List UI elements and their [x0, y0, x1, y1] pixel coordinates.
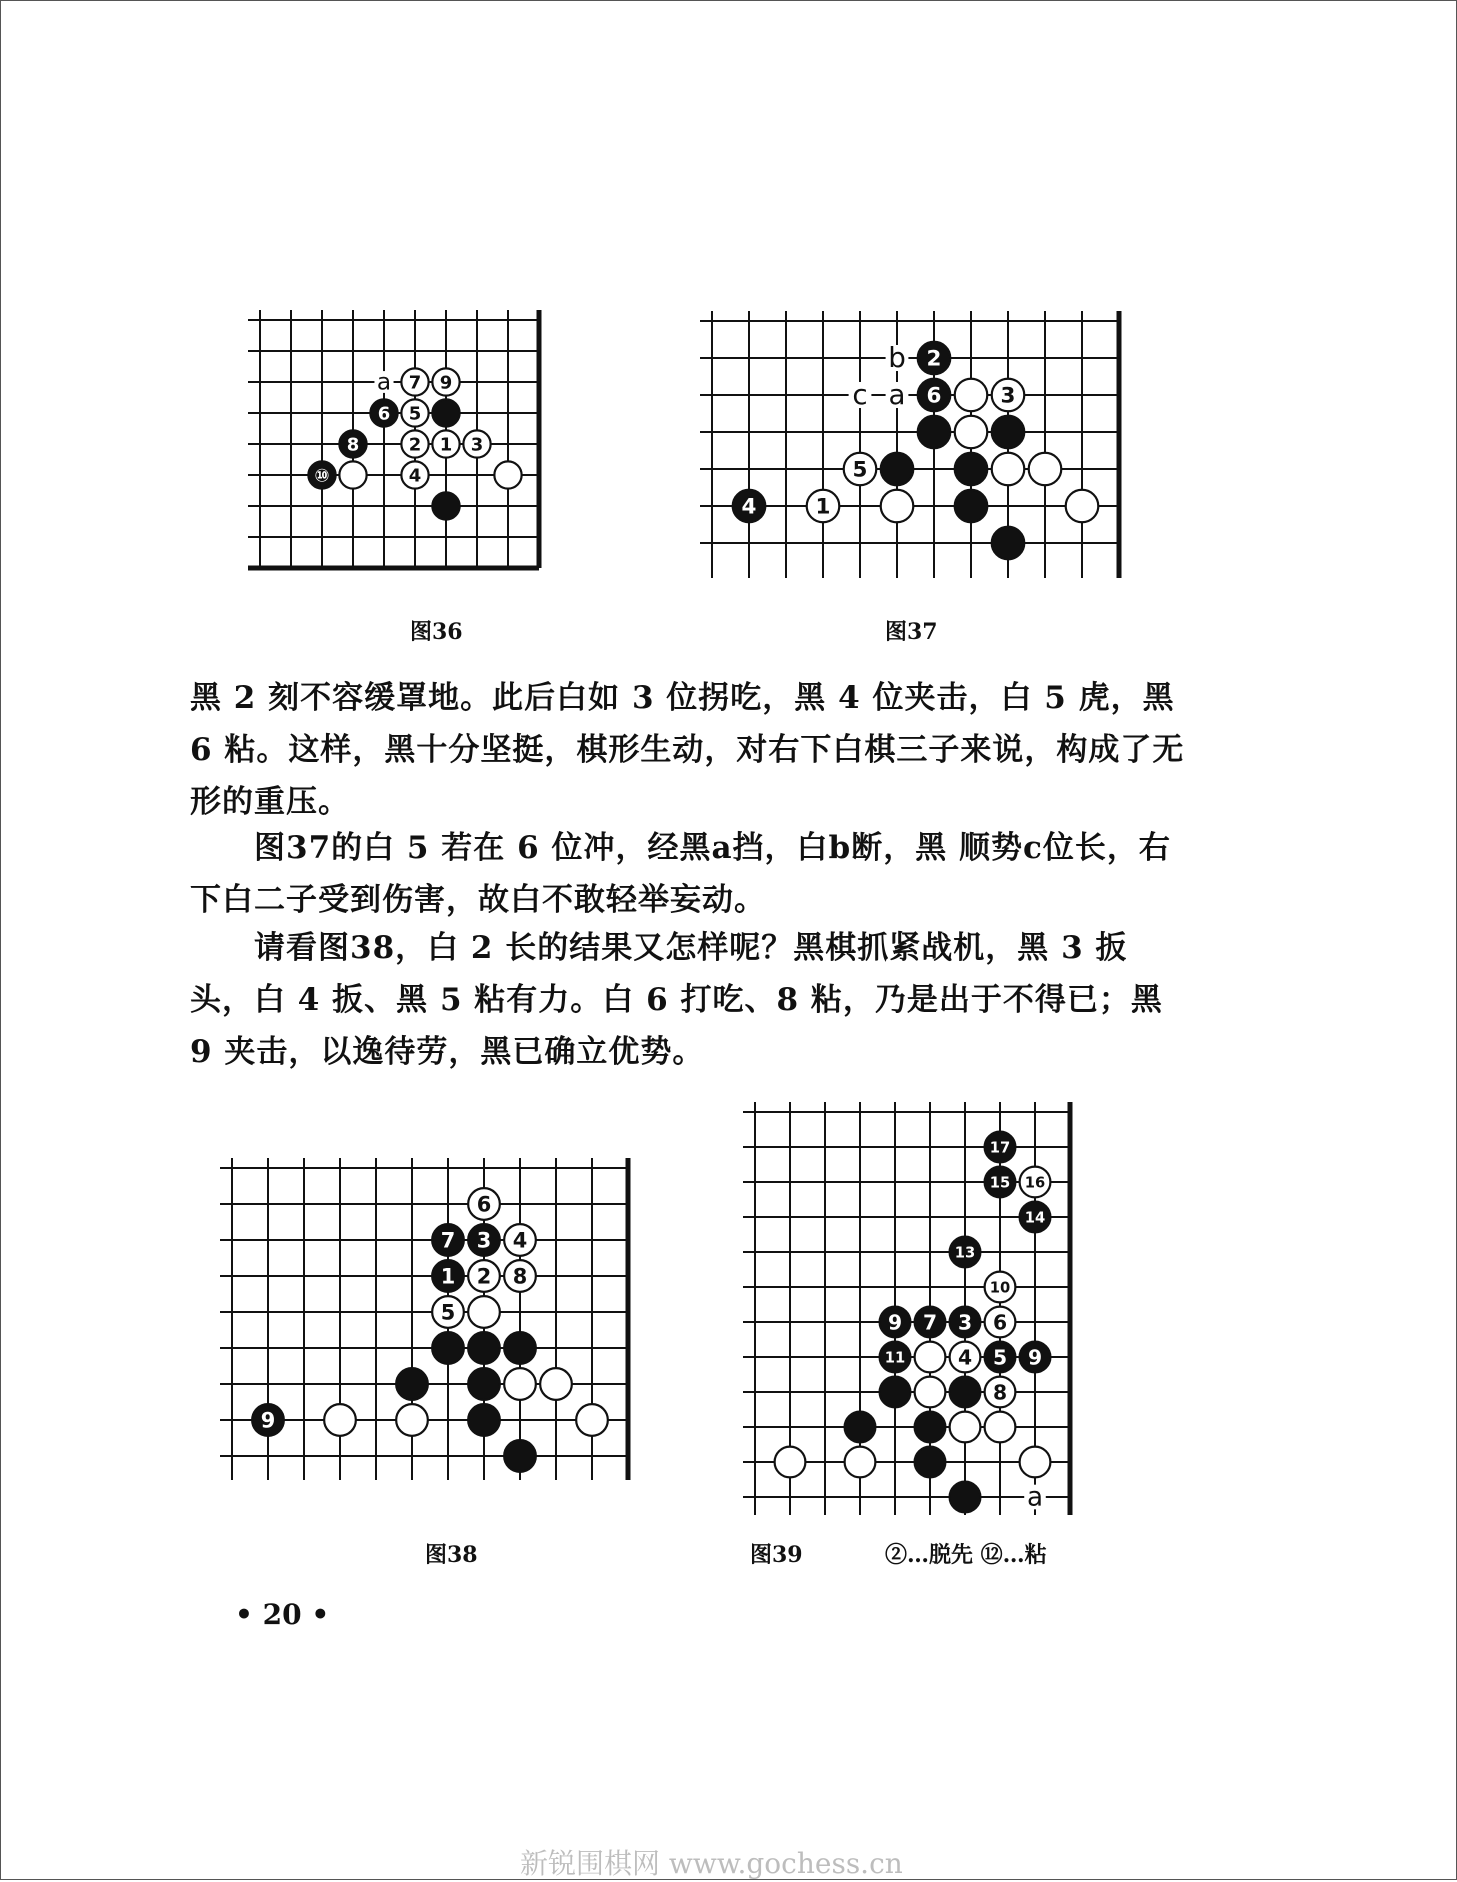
black-stone — [992, 416, 1025, 449]
stone-move-number: 4 — [957, 1345, 973, 1370]
stone-move-number: 6 — [377, 403, 391, 425]
white-stone — [1020, 1447, 1051, 1478]
stone-move-number: 15 — [989, 1174, 1011, 1192]
stone-move-number: 17 — [989, 1139, 1011, 1157]
stone-move-number: 5 — [992, 1345, 1008, 1370]
fig36-caption: 图36 — [410, 619, 463, 645]
stone-move-number: 4 — [408, 465, 422, 487]
black-stone — [992, 527, 1025, 560]
black-stone — [880, 1377, 911, 1408]
stone-move-number: 9 — [887, 1310, 903, 1335]
stone-move-number: 8 — [512, 1264, 528, 1289]
black-stone — [950, 1377, 981, 1408]
white-stone — [881, 490, 914, 523]
white-stone — [955, 379, 988, 412]
white-stone — [992, 453, 1025, 486]
black-stone — [504, 1440, 536, 1472]
paragraph-3: 请看图38，白 2 长的结果又怎样呢？黑棋抓紧战机，黑 3 扳头，白 4 扳、黑 5 粘有力。白 6 打吃、8 粘，乃是出于不得已；黑 9 夹击，以逸待劳，黑已确立优势。 — [190, 930, 1163, 1070]
stone-move-number: 10 — [989, 1279, 1011, 1297]
white-stone — [915, 1342, 946, 1373]
stone-move-number: 2 — [476, 1264, 492, 1289]
stone-move-number: 16 — [1024, 1174, 1046, 1192]
stone-move-number: 5 — [852, 457, 868, 483]
white-stone — [396, 1404, 428, 1436]
white-stone — [324, 1404, 356, 1436]
white-stone — [1066, 490, 1099, 523]
stone-move-number: 9 — [1027, 1345, 1043, 1370]
board-letter-mark: a — [376, 368, 392, 396]
site-watermark: 新锐围棋网 www.gochess.cn — [520, 1847, 903, 1880]
paragraph-2: 图37的白 5 若在 6 位冲，经黑a挡，白b断，黑 顺势c位长，右下白二子受到伤害，故白不敢轻举妄动。 — [190, 830, 1171, 918]
black-stone — [468, 1404, 500, 1436]
stone-move-number: 5 — [408, 403, 422, 425]
black-stone — [432, 399, 459, 426]
black-stone — [950, 1482, 981, 1513]
fig39-note: ②…脱先 ⑫…粘 — [885, 1542, 1047, 1568]
stone-move-number: 3 — [957, 1310, 973, 1335]
white-stone — [955, 416, 988, 449]
go-diagram-fig36 — [235, 300, 595, 585]
white-stone — [915, 1377, 946, 1408]
stone-move-number: 6 — [476, 1192, 492, 1217]
white-stone — [468, 1296, 500, 1328]
black-stone — [845, 1412, 876, 1443]
white-stone — [504, 1368, 536, 1400]
stone-move-number: 8 — [992, 1380, 1008, 1405]
board-letter-mark: a — [1026, 1482, 1044, 1513]
stone-move-number: 1 — [815, 494, 831, 520]
black-stone — [432, 1332, 464, 1364]
stone-move-number: ⑩ — [314, 465, 330, 487]
stone-move-number: 8 — [346, 434, 360, 456]
white-stone — [576, 1404, 608, 1436]
white-stone — [985, 1412, 1016, 1443]
fig39-caption: 图39 — [750, 1542, 803, 1568]
white-stone — [339, 461, 366, 488]
white-stone — [950, 1412, 981, 1443]
page-number: • 20 • — [235, 1598, 330, 1631]
black-stone — [468, 1332, 500, 1364]
black-stone — [955, 490, 988, 523]
stone-move-number: 2 — [926, 346, 942, 372]
stone-move-number: 6 — [992, 1310, 1008, 1335]
stone-move-number: 2 — [408, 434, 422, 456]
white-stone — [775, 1447, 806, 1478]
black-stone — [881, 453, 914, 486]
black-stone — [955, 453, 988, 486]
stone-move-number: 5 — [440, 1300, 456, 1325]
stone-move-number: 7 — [922, 1310, 938, 1335]
go-diagram-fig38 — [220, 1150, 670, 1480]
stone-move-number: 4 — [741, 494, 757, 520]
board-letter-mark: b — [888, 340, 906, 374]
go-diagram-fig37 — [700, 303, 1150, 578]
stone-move-number: 13 — [954, 1244, 976, 1262]
stone-move-number: 3 — [476, 1228, 492, 1253]
stone-move-number: 6 — [926, 383, 942, 409]
board-letter-mark: c — [852, 377, 868, 411]
stone-move-number: 14 — [1024, 1209, 1046, 1227]
stone-move-number: 3 — [1000, 383, 1016, 409]
white-stone — [540, 1368, 572, 1400]
stone-move-number: 9 — [439, 372, 453, 394]
go-diagram-fig39 — [740, 1100, 1140, 1515]
stone-move-number: 11 — [884, 1349, 906, 1367]
stone-move-number: 7 — [408, 372, 422, 394]
white-stone — [845, 1447, 876, 1478]
fig38-caption: 图38 — [425, 1542, 478, 1568]
white-stone — [494, 461, 521, 488]
stone-move-number: 4 — [512, 1228, 528, 1253]
black-stone — [396, 1368, 428, 1400]
stone-move-number: 1 — [439, 434, 453, 456]
black-stone — [504, 1332, 536, 1364]
black-stone — [915, 1447, 946, 1478]
white-stone — [1029, 453, 1062, 486]
black-stone — [432, 492, 459, 519]
stone-move-number: 9 — [260, 1408, 276, 1433]
fig37-caption: 图37 — [885, 619, 938, 645]
black-stone — [468, 1368, 500, 1400]
stone-move-number: 7 — [440, 1228, 456, 1253]
board-letter-mark: a — [888, 377, 906, 411]
paragraph-1: 黑 2 刻不容缓罩地。此后白如 3 位拐吃，黑 4 位夹击，白 5 虎，黑 6 粘。这样，黑十分坚挺，棋形生动，对右下白棋三子来说，构成了无形的重压。 — [190, 680, 1185, 820]
stone-move-number: 3 — [470, 434, 484, 456]
black-stone — [915, 1412, 946, 1443]
black-stone — [918, 416, 951, 449]
stone-move-number: 1 — [440, 1264, 456, 1289]
